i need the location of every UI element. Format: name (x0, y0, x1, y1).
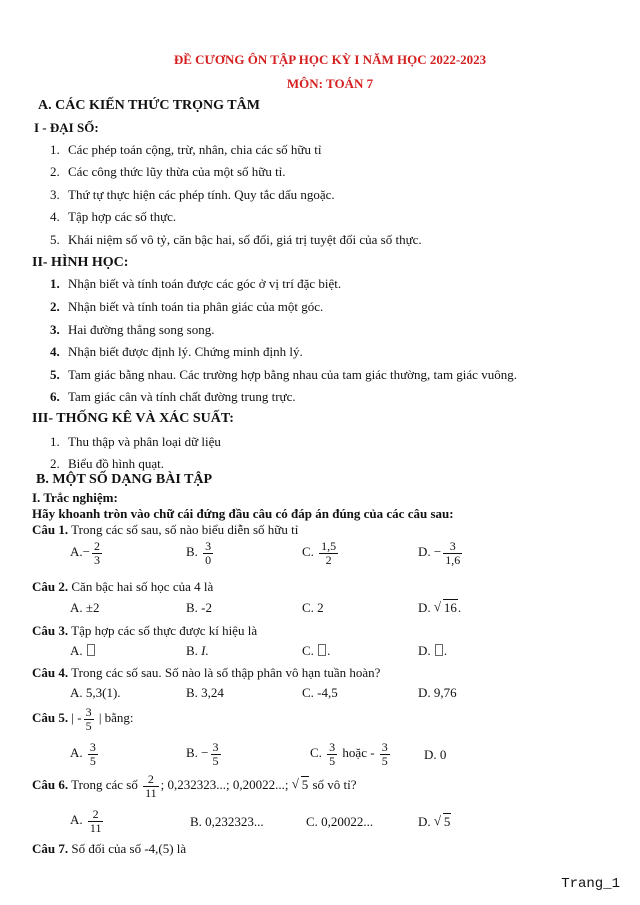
question-7 (32, 841, 186, 857)
question-label: Câu 7. (32, 841, 69, 856)
list-item-text: Các phép toán cộng, trừ, nhân, chia các số hữu tỉ (68, 142, 322, 157)
list-item: 6. Tam giác cân và tính chất đường trung trực. (50, 389, 296, 404)
document-title: ĐỀ CƯƠNG ÔN TẬP HỌC KỲ I NĂM HỌC 2022-2023 (173, 52, 487, 67)
option-b[interactable]: B. I. (186, 643, 209, 658)
option-c[interactable]: C. 0,20022... (306, 814, 374, 829)
list-item-text: Tam giác cân và tính chất đường trung trực. (68, 389, 296, 404)
stats-heading: III- THỐNG KÊ VÀ XÁC SUẤT: (32, 411, 234, 426)
question-label: Câu 4. (32, 665, 69, 680)
list-item: 5. Khái niệm số vô tỷ, căn bậc hai, số đối, giá trị tuyệt đối của số thực. (50, 232, 422, 247)
question-text: Số đối của số -4,(5) là (68, 841, 187, 856)
list-item-text: Tam giác bằng nhau. Các trường hợp bằng nhau của tam giác thường, tam giác vuông. (68, 367, 517, 382)
list-item: 2. Biểu đồ hình quạt. (50, 456, 165, 471)
list-item: 4. Nhận biết được định lý. Chứng minh định lý. (50, 344, 303, 359)
question-label: Câu 3. (32, 623, 69, 638)
instruction: Hãy khoanh tròn vào chữ cái đứng đầu câu có đáp án đúng của các câu sau: (32, 506, 454, 521)
subject-title: MÔN: TOÁN 7 (286, 76, 374, 91)
section-a-heading: A. CÁC KIẾN THỨC TRỌNG TÂM (38, 98, 260, 113)
question-6: Câu 6. Trong các số $\frac{2}{11}$ ; 0,232323...; 0,20022...; √ 5 số vô tỉ? (32, 773, 357, 799)
list-item: 1. Nhận biết và tính toán được các góc ở vị trí đặc biệt. (50, 276, 342, 291)
option-b[interactable]: B. $\frac{3}{0}$ (186, 539, 212, 567)
algebra-heading: I - ĐẠI SỐ: (34, 120, 99, 135)
option-c[interactable]: C. 2 (302, 600, 324, 615)
option-a[interactable]: A. (70, 643, 96, 659)
option-d[interactable]: D. . (418, 643, 448, 658)
list-item: 3. Hai đường thẳng song song. (50, 322, 215, 337)
option-b[interactable]: B. 3,24 (186, 685, 224, 700)
question-text: Tập hợp các số thực được kí hiệu là (68, 623, 258, 638)
list-item: 4. Tập hợp các số thực. (50, 209, 177, 224)
option-c[interactable]: C. $\frac{3}{5}$ hoặc - $\frac{3}{5}$ (310, 740, 388, 768)
list-item: 1. Các phép toán cộng, trừ, nhân, chia các số hữu tỉ (50, 142, 322, 157)
missing-glyph-icon (435, 644, 443, 656)
geometry-heading: II- HÌNH HỌC: (32, 255, 129, 270)
question-label: Câu 6. (32, 777, 69, 793)
option-d[interactable]: D. 9,76 (418, 685, 457, 700)
option-d[interactable]: D. − $\frac{3}{1,6}$ (418, 539, 461, 567)
option-d[interactable]: D. √ 5 (418, 814, 451, 830)
option-d[interactable]: D. 0 (424, 747, 447, 762)
list-item-text: Khái niệm số vô tỷ, căn bậc hai, số đối, giá trị tuyệt đối của số thực. (68, 232, 422, 247)
question-text: Trong các số sau. Số nào là số thập phân vô hạn tuần hoàn? (68, 665, 381, 680)
question-text: Căn bậc hai số học của 4 là (68, 579, 214, 594)
list-item-text: Hai đường thẳng song song. (68, 322, 215, 337)
question-label: Câu 5. (32, 710, 69, 726)
list-item-text: Nhận biết được định lý. Chứng minh định lý. (68, 344, 303, 359)
option-c[interactable]: C. $\frac{1,5}{2}$ (302, 539, 337, 567)
list-item-text: Nhận biết và tính toán được các góc ở vị trí đặc biệt. (68, 276, 342, 291)
section-b-heading: B. MỘT SỐ DẠNG BÀI TẬP (36, 472, 213, 487)
list-item-text: Nhận biết và tính toán tia phân giác của một góc. (68, 299, 324, 314)
question-2 (32, 579, 213, 595)
missing-glyph-icon (87, 644, 95, 656)
page-number: Trang_1 (561, 876, 620, 892)
question-3 (32, 623, 257, 639)
option-d[interactable]: D. √ 16. (418, 600, 461, 616)
list-item: 1. Thu thập và phân loại dữ liệu (50, 434, 221, 449)
list-item-text: Biểu đồ hình quạt. (68, 456, 165, 471)
option-a[interactable]: A. 5,3(1). (70, 685, 121, 700)
list-item: 5. Tam giác bằng nhau. Các trường hợp bằng nhau của tam giác thường, tam giác vuông. (50, 367, 517, 382)
option-a[interactable]: A. $\frac{2}{11}$ (70, 807, 102, 835)
list-item: 2. Các công thức lũy thừa của một số hữu tỉ. (50, 164, 286, 179)
list-item-text: Thứ tự thực hiện các phép tính. Quy tắc dấu ngoặc. (68, 187, 335, 202)
option-a[interactable]: A. ±2 (70, 600, 100, 615)
option-b[interactable]: B. -2 (186, 600, 212, 615)
missing-glyph-icon (318, 644, 326, 656)
question-5: Câu 5. | - $\frac{3}{5}$ | bằng: (32, 705, 134, 733)
option-a[interactable]: A. $\frac{3}{5}$ (70, 740, 96, 768)
question-text: Trong các số sau, số nào biểu diễn số hữu tỉ (68, 522, 299, 537)
option-b[interactable]: B. − $\frac{3}{5}$ (186, 740, 219, 768)
option-b[interactable]: B. 0,232323... (190, 814, 264, 829)
part-1-heading: I. Trắc nghiệm: (32, 490, 118, 505)
list-item: 3. Thứ tự thực hiện các phép tính. Quy tắc dấu ngoặc. (50, 187, 335, 202)
question-1 (32, 522, 298, 538)
question-label: Câu 1. (32, 522, 69, 537)
option-a[interactable]: A.− $\frac{2}{3}$ (70, 539, 100, 567)
list-item-text: Thu thập và phân loại dữ liệu (68, 434, 221, 449)
question-4 (32, 665, 380, 681)
option-c[interactable]: C. . (302, 643, 331, 658)
question-label: Câu 2. (32, 579, 69, 594)
list-item: 2. Nhận biết và tính toán tia phân giác của một góc. (50, 299, 324, 314)
list-item-text: Các công thức lũy thừa của một số hữu tỉ. (68, 164, 286, 179)
list-item-text: Tập hợp các số thực. (68, 209, 177, 224)
option-c[interactable]: C. -4,5 (302, 685, 338, 700)
